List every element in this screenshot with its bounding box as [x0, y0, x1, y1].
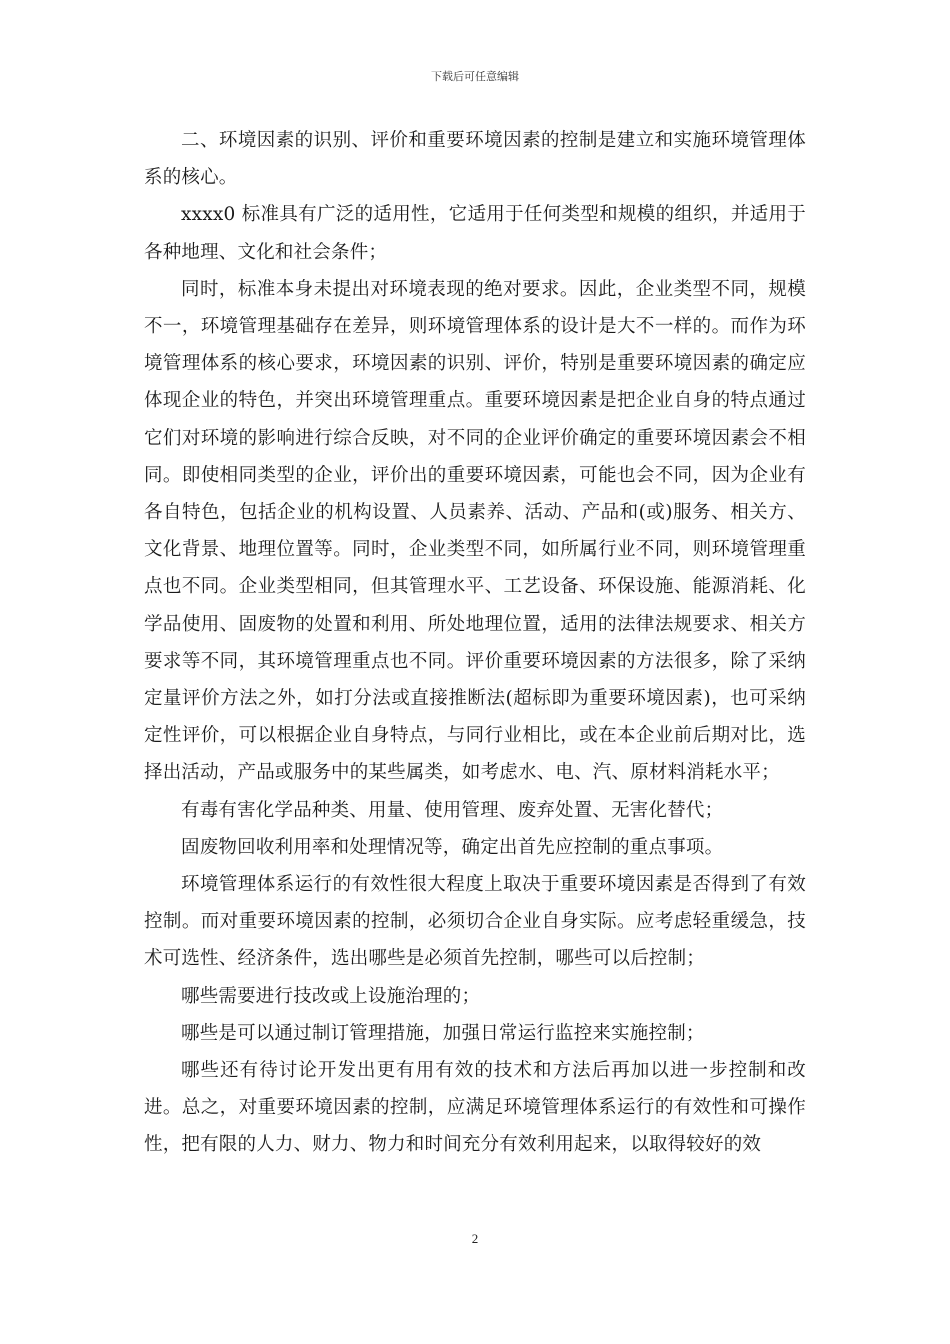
page-number: 2 — [471, 1231, 479, 1246]
paragraph-hazardous-chemicals: 有毒有害化学品种类、用量、使用管理、废弃处置、无害化替代； — [181, 799, 724, 821]
paragraph-further-improvement: 哪些还有待讨论开发出更有用有效的技术和方法后再加以进一步控制和改进。总之，对重要环境因素的控制，应满足环境管理体系运行的有效性和可操作性，把有限的人力、财力、物力和时间充分有效利用起来，以取得较好的效 — [144, 1060, 806, 1156]
paragraph-effective-control: 环境管理体系运行的有效性很大程度上取决于重要环境因素是否得到了有效控制。而对重要环境因素的控制，必须切合企业自身实际。应考虑轻重缓急，技术可选性、经济条件，选出哪些是必须首先控制，哪些可以后控制； — [144, 874, 806, 970]
paragraph-management-measures: 哪些是可以通过制订管理措施，加强日常运行监控来实施控制； — [181, 1022, 705, 1044]
page-header: 下载后可任意编辑 — [431, 70, 519, 83]
paragraph-solid-waste: 固废物回收利用率和处理情况等，确定出首先应控制的重点事项。 — [181, 836, 724, 858]
paragraph-technical-upgrade: 哪些需要进行技改或上设施治理的； — [181, 985, 481, 1007]
paragraph-standard-applicability: xxxx0 标准具有广泛的适用性，它适用于任何类型和规模的组织，并适用于各种地理、文化和社会条件； — [144, 204, 806, 263]
paragraph-section-heading: 二、环境因素的识别、评价和重要环境因素的控制是建立和实施环境管理体系的核心。 — [144, 130, 806, 189]
document-body — [144, 122, 806, 1164]
paragraph-enterprise-differences: 同时，标准本身未提出对环境表现的绝对要求。因此，企业类型不同，规模不一，环境管理基础存在差异，则环境管理体系的设计是大不一样的。而作为环境管理体系的核心要求，环境因素的识别、评价，特别是重要环境因素的确定应体现企业的特色，并突出环境管理重点。重要环境因素是把企业自身的特点通过它们对环境的影响进行综合反映，对不同的企业评价确定的重要环境因素会不相同。即使相同类型的企业，评价出的重要环境因素，可能也会不同，因为企业有各自特色，包括企业的机构设置、人员素养、活动、产品和(或)服务、相关方、文化背景、地理位置等。同时，企业类型不同，如所属行业不同，则环境管理重点也不同。企业类型相同，但其管理水平、工艺设备、环保设施、能源消耗、化学品使用、固废物的处置和利用、所处地理位置，适用的法律法规要求、相关方要求等不同，其环境管理重点也不同。评价重要环境因素的方法很多，除了采纳定量评价方法之外，如打分法或直接推断法(超标即为重要环境因素)，也可采纳定性评价，可以根据企业自身特点，与同行业相比，或在本企业前后期对比，选择出活动，产品或服务中的某些属类，如考虑水、电、汽、原材料消耗水平； — [144, 278, 806, 784]
